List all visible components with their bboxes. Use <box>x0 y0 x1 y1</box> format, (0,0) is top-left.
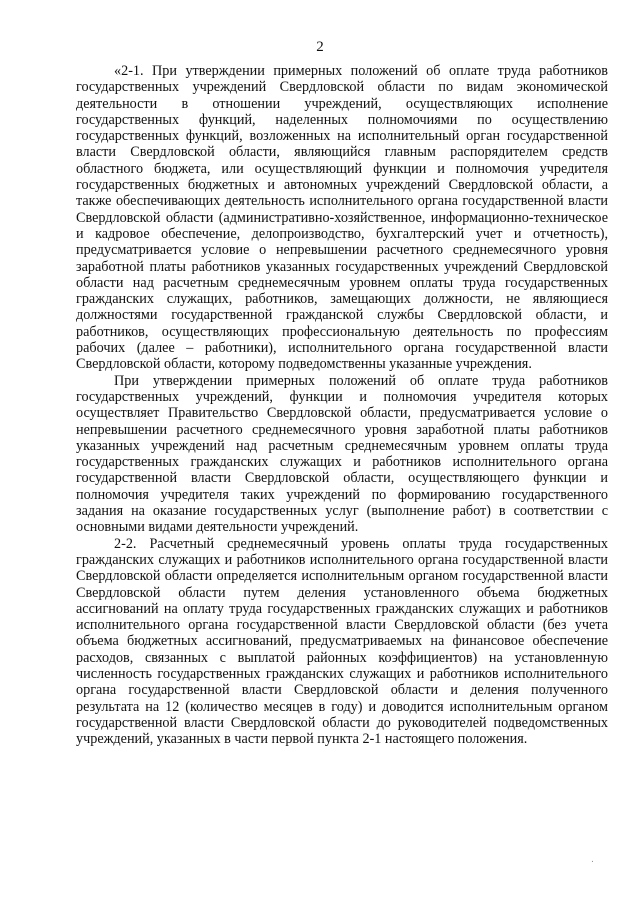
corner-mark: . <box>591 855 594 865</box>
document-body <box>76 63 608 747</box>
page-number: 2 <box>316 39 324 55</box>
paragraph-2-1: «2-1. При утверждении примерных положений об оплате труда работников государственных учреждений Свердловской области по видам экономической деятельности в отношении учреждений, осуществляющих исполнение государственных функций, наделенных полномочиями по осуществлению государственных функций, возложенных на исполнительный орган государственной власти Свердловской области, являющийся главным распорядителем средств областного бюджета, или осуществляющий функции и полномочия учредителя государственных бюджетных и автономных учреждений Свердловской области, а также обеспечивающих деятельность исполнительного органа государственной власти Свердловской области (административно-хозяйственное, информационно-техническое и кадровое обеспечение, делопроизводство, бухгалтерский учет и отчетность), предусматривается условие о непревышении расчетного среднемесячного уровня заработной платы работников указанных государственных учреждений Свердловской области над расчетным среднемесячным уровнем оплаты труда государственных гражданских служащих, работников, замещающих должности, не являющиеся должностями государственной гражданской службы Свердловской области, и работников, осуществляющих профессиональную деятельность по профессиям рабочих (далее – работники), исполнительного органа государственной власти Свердловской области, которому подведомственны указанные учреждения. <box>76 63 608 373</box>
paragraph-2-2: 2-2. Расчетный среднемесячный уровень оплаты труда государственных гражданских служащих и работников исполнительного органа государственной власти Свердловской области определяется исполнительным органом государственной власти Свердловской области путем деления установленного объема бюджетных ассигнований на оплату труда государственных гражданских служащих и работников исполнительного органа государственной власти Свердловской области (без учета объема бюджетных ассигнований, предусматриваемых на финансовое обеспечение расходов, связанных с выплатой районных коэффициентов) на установленную численность государственных гражданских служащих и работников исполнительного органа государственной власти Свердловской области и деления полученного результата на 12 (количество месяцев в году) и доводится исполнительным органом государственной власти Свердловской области до руководителей подведомственных учреждений, указанных в части первой пункта 2-1 настоящего положения. <box>76 535 608 748</box>
paragraph-2-1-second: При утверждении примерных положений об оплате труда работников государственных учреждений, функции и полномочия учредителя которых осуществляет Правительство Свердловской области, предусматривается условие о непревышении расчетного среднемесячного уровня заработной платы работников указанных учреждений над расчетным среднемесячным уровнем оплаты труда государственных гражданских служащих и работников исполнительного органа государственной власти Свердловской области, осуществляющего функции и полномочия учредителя таких учреждений по формированию государственного задания на оказание государственных услуг (выполнение работ) в соответствии с основными видами деятельности учреждений. <box>76 372 608 536</box>
